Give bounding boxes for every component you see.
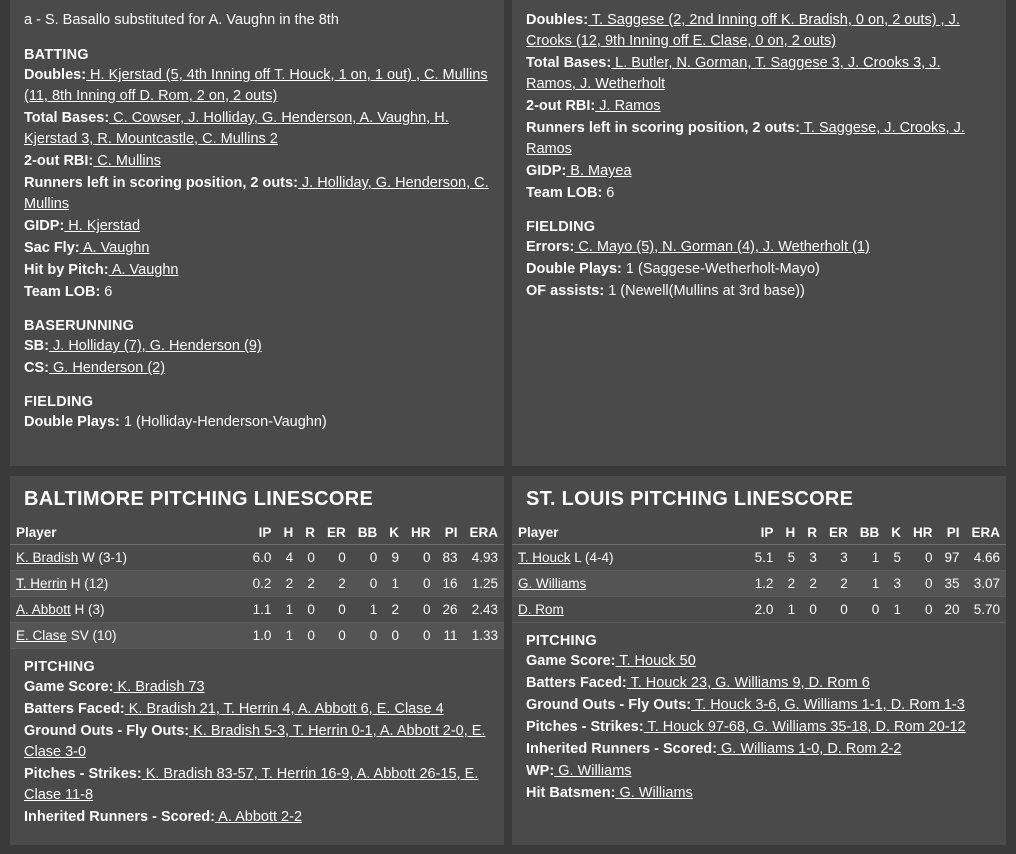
pitching-line-label: Batters Faced: — [526, 675, 627, 692]
baserunning-line-value[interactable]: G. Henderson (2) — [48, 360, 166, 377]
cell-bb: 0 — [352, 571, 384, 597]
table-row — [512, 545, 1006, 571]
fielding-line-value: 1 (Holliday-Henderson-Vaughn) — [119, 414, 327, 431]
cell-k: 9 — [383, 545, 405, 571]
table-row — [10, 545, 504, 571]
player-decision: SV (10) — [67, 628, 117, 643]
cell-pi: 35 — [938, 571, 965, 597]
table-row — [512, 597, 1006, 623]
col-era: ERA — [965, 521, 1006, 545]
cell-er: 2 — [823, 571, 854, 597]
batting-line-value[interactable]: B. Mayea — [566, 163, 632, 180]
cell-ip: 1.0 — [247, 623, 278, 649]
pitching-line-label: Game Score: — [24, 679, 114, 695]
batting-line-value: 6 — [602, 185, 615, 202]
batting-line-value[interactable]: J. Holliday, G. Henderson, C. Mullins — [24, 175, 489, 213]
fielding-line — [526, 259, 992, 280]
player-link[interactable]: G. Williams — [518, 576, 587, 591]
fielding-line-label: OF assists: — [526, 283, 605, 300]
player-link[interactable]: T. Houck — [518, 550, 571, 565]
batting-line-label: Team LOB: — [24, 284, 101, 301]
cell-k: 1 — [383, 571, 405, 597]
pitching-line-label: Ground Outs - Fly Outs: — [24, 723, 190, 740]
baltimore-pitching-title: BALTIMORE PITCHING LINESCORE — [24, 488, 374, 510]
stlouis-pitching-table — [512, 521, 1006, 623]
col-bb: BB — [854, 521, 886, 545]
cell-pi: 11 — [436, 623, 463, 649]
baltimore-pitching-notes — [10, 649, 504, 845]
pitching-line-value[interactable]: K. Bradish 21, T. Herrin 4, A. Abbott 6, E. Clase 4 — [124, 701, 444, 718]
batting-line-value[interactable]: T. Saggese (2, 2nd Inning off K. Bradish, 0 on, 2 outs) , J. Crooks (12, 9th Inning off E. Clase, 0 on, 2 outs) — [526, 12, 960, 50]
pitching-line-label: Pitches - Strikes: — [526, 719, 644, 736]
pitching-line-label: Game Score: — [526, 653, 616, 669]
batting-line-value[interactable]: H. Kjerstad (5, 4th Inning off T. Houck, 1 on, 1 out) , C. Mullins (11, 8th Inning off D. Rom, 2 on, 2 outs) — [24, 67, 488, 105]
cell-era: 2.43 — [463, 597, 504, 623]
baserunning-line — [24, 336, 490, 357]
bottom-row — [0, 476, 1016, 845]
baltimore-pitching-table — [10, 521, 504, 649]
baserunning-line — [24, 358, 490, 379]
spacer — [526, 205, 992, 219]
player-link[interactable]: E. Clase — [16, 628, 68, 643]
pitching-line — [526, 651, 992, 672]
cell-player — [512, 571, 749, 597]
table-row — [512, 571, 1006, 597]
pitching-line-value[interactable]: G. Williams 1-0, D. Rom 2-2 — [716, 741, 902, 758]
baltimore-pitching-panel — [10, 476, 504, 845]
batting-line — [24, 282, 490, 303]
col-era: ERA — [463, 521, 504, 545]
fielding-header: FIELDING — [526, 219, 596, 236]
pitching-line — [526, 761, 992, 782]
baltimore-batting-panel — [10, 0, 504, 466]
batting-line — [24, 108, 490, 150]
spacer — [24, 304, 490, 318]
cell-r: 3 — [801, 545, 823, 571]
cell-era: 3.07 — [965, 571, 1006, 597]
pitching-header: PITCHING — [526, 633, 597, 649]
batting-line-value[interactable]: C. Mullins — [93, 153, 161, 170]
col-er: ER — [321, 521, 352, 545]
batting-line-value[interactable]: A. Vaughn — [79, 240, 150, 257]
batting-line — [24, 238, 490, 259]
cell-pi: 83 — [436, 545, 463, 571]
player-decision: W (3-1) — [78, 550, 128, 565]
cell-h: 2 — [779, 571, 801, 597]
pitching-line — [24, 699, 490, 720]
cell-bb: 1 — [352, 597, 384, 623]
stlouis-batting-panel — [512, 0, 1006, 466]
pitching-line-value[interactable]: G. Williams — [615, 785, 693, 802]
fielding-line-value: 1 (Saggese-Wetherholt-Mayo) — [621, 261, 820, 278]
spacer — [24, 380, 490, 394]
cell-bb: 1 — [854, 571, 886, 597]
cell-bb: 0 — [854, 597, 886, 623]
cell-h: 4 — [277, 545, 299, 571]
pitching-header: PITCHING — [24, 659, 95, 675]
col-player: Player — [10, 521, 247, 545]
cell-r: 2 — [801, 571, 823, 597]
cell-ip: 1.1 — [247, 597, 278, 623]
cell-h: 1 — [277, 597, 299, 623]
cell-er: 0 — [321, 597, 352, 623]
cell-player — [10, 545, 247, 571]
pitching-line — [526, 695, 992, 716]
batting-line-label: Total Bases: — [24, 110, 110, 127]
batting-header: BATTING — [24, 47, 89, 64]
cell-r: 0 — [801, 597, 823, 623]
col-hr: HR — [405, 521, 437, 545]
baserunning-header: BASERUNNING — [24, 318, 135, 335]
pitching-line — [24, 764, 490, 806]
col-k: K — [383, 521, 405, 545]
fielding-line-label: Double Plays: — [24, 414, 120, 431]
batting-line-value[interactable]: H. Kjerstad — [64, 218, 141, 235]
pitching-line-value[interactable]: A. Abbott 2-2 — [214, 809, 303, 826]
pitching-line — [526, 783, 992, 804]
batting-line-label: Doubles: — [24, 67, 87, 84]
batting-line-label: Sac Fly: — [24, 240, 80, 257]
col-h: H — [277, 521, 299, 545]
fielding-line-value: 1 (Newell(Mullins at 3rd base)) — [604, 283, 805, 300]
cell-player — [10, 597, 247, 623]
batting-line-value[interactable]: T. Saggese, J. Crooks, J. Ramos — [526, 120, 965, 158]
col-player: Player — [512, 521, 749, 545]
baserunning-line-value[interactable]: J. Holliday (7), G. Henderson (9) — [48, 338, 262, 355]
cell-er: 0 — [321, 545, 352, 571]
cell-player — [512, 597, 749, 623]
col-er: ER — [823, 521, 854, 545]
batting-line-label: Total Bases: — [526, 55, 612, 72]
pitching-line-value[interactable]: T. Houck 97-68, G. Williams 35-18, D. Rom 20-12 — [643, 719, 966, 736]
cell-ip: 0.2 — [247, 571, 278, 597]
cell-player — [512, 545, 749, 571]
fielding-line — [24, 412, 490, 433]
player-decision: H (3) — [70, 602, 105, 617]
col-pi: PI — [436, 521, 463, 545]
batting-line-label: Runners left in scoring position, 2 outs: — [526, 120, 800, 137]
pitching-line-label: Ground Outs - Fly Outs: — [526, 697, 692, 714]
col-k: K — [885, 521, 907, 545]
cell-er: 0 — [321, 623, 352, 649]
batting-line-label: Runners left in scoring position, 2 outs: — [24, 175, 298, 192]
batting-line-label: Doubles: — [526, 12, 589, 28]
col-h: H — [779, 521, 801, 545]
batting-line-label: GIDP: — [24, 218, 65, 235]
table-row — [10, 571, 504, 597]
col-r: R — [801, 521, 823, 545]
player-link[interactable]: D. Rom — [518, 602, 564, 617]
batting-line-value[interactable]: L. Butler, N. Gorman, T. Saggese 3, J. Crooks 3, J. Ramos, J. Wetherholt — [526, 55, 941, 93]
cell-hr: 0 — [907, 545, 939, 571]
col-r: R — [299, 521, 321, 545]
pitching-line-label: Inherited Runners - Scored: — [24, 809, 215, 826]
batting-line-value[interactable]: A. Vaughn — [108, 262, 179, 279]
cell-h: 1 — [779, 597, 801, 623]
batting-line-label: GIDP: — [526, 163, 567, 180]
player-decision: L (4-4) — [570, 550, 614, 565]
col-ip: IP — [749, 521, 780, 545]
cell-hr: 0 — [405, 571, 437, 597]
cell-era: 4.66 — [965, 545, 1006, 571]
cell-r: 0 — [299, 623, 321, 649]
cell-er: 2 — [321, 571, 352, 597]
cell-pi: 97 — [938, 545, 965, 571]
table-header-row — [512, 521, 1006, 545]
batting-line — [24, 151, 490, 172]
pitching-line — [526, 673, 992, 694]
cell-k: 0 — [383, 623, 405, 649]
batting-line — [24, 216, 490, 237]
cell-player — [10, 623, 247, 649]
pitching-line — [526, 739, 992, 760]
pitching-line-value[interactable]: T. Houck 3-6, G. Williams 1-1, D. Rom 1-3 — [691, 697, 965, 714]
cell-era: 1.25 — [463, 571, 504, 597]
cell-ip: 6.0 — [247, 545, 278, 571]
batting-line-label: 2-out RBI: — [24, 153, 94, 170]
cell-k: 3 — [885, 571, 907, 597]
batting-line — [526, 96, 992, 117]
cell-player — [10, 571, 247, 597]
cell-pi: 16 — [436, 571, 463, 597]
cell-k: 1 — [885, 597, 907, 623]
stlouis-pitching-panel — [512, 476, 1006, 845]
pitching-line-label: Pitches - Strikes: — [24, 766, 142, 783]
player-link[interactable]: T. Herrin — [16, 576, 68, 591]
fielding-line — [526, 237, 992, 258]
fielding-header: FIELDING — [24, 394, 94, 411]
cell-hr: 0 — [907, 597, 939, 623]
pitching-line — [526, 717, 992, 738]
cell-er: 0 — [823, 597, 854, 623]
cell-r: 0 — [299, 597, 321, 623]
cell-k: 5 — [885, 545, 907, 571]
stlouis-pitching-title: ST. LOUIS PITCHING LINESCORE — [526, 488, 854, 510]
row-gap — [0, 466, 1016, 476]
batting-line-label: Hit by Pitch: — [24, 262, 109, 279]
fielding-line-value[interactable]: C. Mayo (5), N. Gorman (4), J. Wetherholt (1) — [574, 239, 870, 256]
baserunning-line-label: CS: — [24, 360, 49, 377]
cell-pi: 26 — [436, 597, 463, 623]
cell-h: 5 — [779, 545, 801, 571]
batting-line — [526, 183, 992, 204]
stlouis-pitching-notes — [512, 623, 1006, 821]
col-bb: BB — [352, 521, 384, 545]
cell-ip: 1.2 — [749, 571, 780, 597]
cell-era: 1.33 — [463, 623, 504, 649]
pitching-line — [24, 807, 490, 828]
pitching-line-value[interactable]: K. Bradish 73 — [113, 679, 205, 695]
batting-line-value[interactable]: J. Ramos — [595, 98, 661, 115]
cell-h: 2 — [277, 571, 299, 597]
pitching-line-value[interactable]: T. Houck 50 — [615, 653, 696, 669]
fielding-line — [526, 281, 992, 302]
cell-ip: 2.0 — [749, 597, 780, 623]
cell-r: 2 — [299, 571, 321, 597]
cell-er: 3 — [823, 545, 854, 571]
batting-line-value[interactable]: C. Cowser, J. Holliday, G. Henderson, A. Vaughn, H. Kjerstad 3, R. Mountcastle, C. Mullins 2 — [24, 110, 449, 148]
cell-r: 0 — [299, 545, 321, 571]
pitching-line-value[interactable]: K. Bradish 5-3, T. Herrin 0-1, A. Abbott 2-0, E. Clase 3-0 — [24, 723, 486, 761]
pitching-line — [24, 677, 490, 698]
batting-line-value: 6 — [100, 284, 113, 301]
batting-line — [526, 161, 992, 182]
batting-line — [24, 260, 490, 281]
fielding-line-label: Double Plays: — [526, 261, 622, 278]
pitching-line-label: WP: — [526, 763, 555, 780]
table-row — [10, 623, 504, 649]
pitching-line-label: Hit Batsmen: — [526, 785, 616, 802]
cell-k: 2 — [383, 597, 405, 623]
cell-hr: 0 — [405, 545, 437, 571]
table-header-row — [10, 521, 504, 545]
pitching-line-value[interactable]: T. Houck 23, G. Williams 9, D. Rom 6 — [626, 675, 870, 692]
batting-line — [526, 10, 992, 52]
cell-bb: 0 — [352, 545, 384, 571]
cell-era: 4.93 — [463, 545, 504, 571]
cell-hr: 0 — [405, 623, 437, 649]
batting-line — [24, 65, 490, 107]
cell-bb: 1 — [854, 545, 886, 571]
cell-bb: 0 — [352, 623, 384, 649]
batting-line-label: 2-out RBI: — [526, 98, 596, 115]
col-ip: IP — [247, 521, 278, 545]
batting-line — [526, 53, 992, 95]
col-hr: HR — [907, 521, 939, 545]
cell-era: 5.70 — [965, 597, 1006, 623]
cell-hr: 0 — [405, 597, 437, 623]
batting-line — [526, 118, 992, 160]
baserunning-line-label: SB: — [24, 338, 49, 355]
fielding-line-label: Errors: — [526, 239, 575, 256]
batting-line — [24, 173, 490, 215]
col-pi: PI — [938, 521, 965, 545]
table-row — [10, 597, 504, 623]
pitching-line — [24, 721, 490, 763]
cell-pi: 20 — [938, 597, 965, 623]
player-link[interactable]: K. Bradish — [16, 550, 79, 565]
cell-h: 1 — [277, 623, 299, 649]
pitching-line-label: Batters Faced: — [24, 701, 125, 718]
player-link[interactable]: A. Abbott — [16, 602, 71, 617]
cell-hr: 0 — [907, 571, 939, 597]
pitching-line-label: Inherited Runners - Scored: — [526, 741, 717, 758]
player-decision: H (12) — [67, 576, 109, 591]
pitching-line-value[interactable]: K. Bradish 83-57, T. Herrin 16-9, A. Abbott 26-15, E. Clase 11-8 — [24, 766, 479, 804]
substitution-note: a - S. Basallo substituted for A. Vaughn in the 8th — [24, 12, 339, 28]
pitching-line-value[interactable]: G. Williams — [554, 763, 632, 780]
cell-ip: 5.1 — [749, 545, 780, 571]
batting-line-label: Team LOB: — [526, 185, 603, 202]
